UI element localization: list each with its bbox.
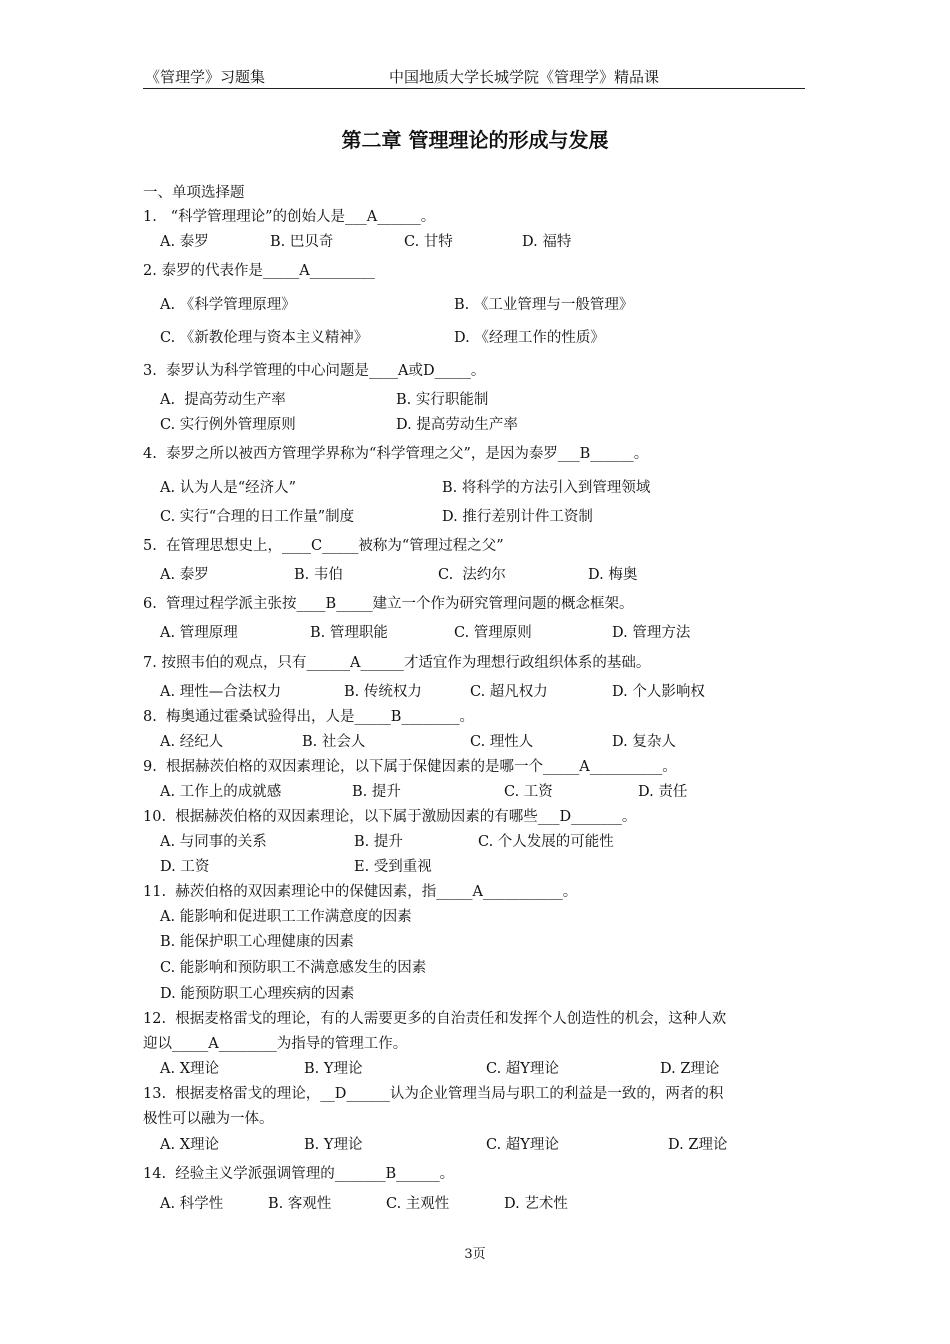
q10-option-e: E. 受到重视 bbox=[354, 859, 432, 875]
q6-option-a: A. 管理原理 bbox=[160, 625, 238, 641]
q2-text: 2. 泰罗的代表作是 bbox=[143, 263, 263, 279]
q3-option-b: B. 实行职能制 bbox=[396, 392, 489, 408]
question-3: 3. 泰罗认为科学管理的中心问题是____A或D_____。 bbox=[143, 363, 486, 379]
question-11: 11. 赫茨伯格的双因素理论中的保健因素，指_____A___________。 bbox=[143, 884, 578, 900]
question-12-cont: 迎以_____A________为指导的管理工作。 bbox=[143, 1036, 408, 1052]
q6-option-d: D. 管理方法 bbox=[612, 625, 691, 641]
q10-option-b: B. 提升 bbox=[354, 834, 403, 850]
q10-option-d: D. 工资 bbox=[160, 859, 210, 875]
chapter-title: 第二章 管理理论的形成与发展 bbox=[341, 128, 609, 152]
q5-option-b: B. 韦伯 bbox=[294, 567, 343, 583]
q9-option-c: C. 工资 bbox=[504, 784, 553, 800]
question-4: 4. 泰罗之所以被西方管理学界称为“科学管理之父”，是因为泰罗___B______。 bbox=[143, 446, 649, 462]
q8-option-a: A. 经纪人 bbox=[160, 734, 224, 750]
question-12: 12. 根据麦格雷戈的理论，有的人需要更多的自治责任和发挥个人创造性的机会，这种人欢 bbox=[143, 1011, 727, 1027]
q14-option-b: B. 客观性 bbox=[268, 1196, 332, 1212]
q13-option-a: A. X理论 bbox=[160, 1137, 220, 1153]
q3-option-a: A. 提高劳动生产率 bbox=[160, 392, 286, 408]
question-1: 1. “科学管理理论”的创始人是___A______。 bbox=[143, 209, 436, 225]
q13-option-c: C. 超Y理论 bbox=[486, 1137, 559, 1153]
q5-option-a: A. 泰罗 bbox=[160, 567, 209, 583]
q13-option-d: D. Z理论 bbox=[668, 1137, 728, 1153]
question-7 bbox=[143, 654, 650, 672]
page-header bbox=[143, 66, 805, 89]
q12-option-b: B. Y理论 bbox=[304, 1061, 363, 1077]
question-10: 10. 根据赫茨伯格的双因素理论，以下属于激励因素的有哪些___D_______。 bbox=[143, 809, 637, 825]
header-right: 中国地质大学长城学院《管理学》精品课 bbox=[389, 68, 660, 86]
q11-option-c: C. 能影响和预防职工不满意感发生的因素 bbox=[160, 960, 427, 976]
question-2 bbox=[143, 262, 375, 280]
q1-option-a: A. 泰罗 bbox=[160, 234, 209, 250]
header-left: 《管理学》习题集 bbox=[145, 68, 266, 86]
q2-answer: _____A_________ bbox=[262, 263, 375, 279]
question-13: 13. 根据麦格雷戈的理论，__D______认为企业管理当局与职工的利益是一致的，两者的积 bbox=[143, 1086, 724, 1102]
q1-option-b: B. 巴贝奇 bbox=[270, 234, 334, 250]
q3-option-d: D. 提高劳动生产率 bbox=[396, 417, 518, 433]
q8-option-d: D. 复杂人 bbox=[612, 734, 676, 750]
q2-option-b: B. 《工业管理与一般管理》 bbox=[454, 297, 634, 313]
q14-option-a: A. 科学性 bbox=[160, 1196, 224, 1212]
q7-answer: ______A______ bbox=[306, 655, 404, 671]
q11-option-d: D. 能预防职工心理疾病的因素 bbox=[160, 986, 355, 1002]
q7-suffix: 才适宜作为理想行政组织体系的基础。 bbox=[403, 655, 651, 671]
q4-option-c: C. 实行“合理的日工作量”制度 bbox=[160, 509, 355, 525]
q1-option-c: C. 甘特 bbox=[404, 234, 453, 250]
q2-option-c: C. 《新教伦理与资本主义精神》 bbox=[160, 330, 369, 346]
question-5: 5. 在管理思想史上，____C_____被称为“管理过程之父” bbox=[143, 538, 504, 554]
q9-option-a: A. 工作上的成就感 bbox=[160, 784, 282, 800]
question-14: 14. 经验主义学派强调管理的_______B______。 bbox=[143, 1166, 455, 1182]
q8-option-c: C. 理性人 bbox=[470, 734, 534, 750]
section-heading: 一、单项选择题 bbox=[143, 185, 245, 201]
q13-option-b: B. Y理论 bbox=[304, 1137, 363, 1153]
q12-option-a: A. X理论 bbox=[160, 1061, 220, 1077]
q12-option-d: D. Z理论 bbox=[660, 1061, 720, 1077]
question-8: 8. 梅奥通过霍桑试验得出，人是_____B________。 bbox=[143, 709, 474, 725]
q1-option-d: D. 福特 bbox=[522, 234, 572, 250]
question-6: 6. 管理过程学派主张按____B_____建立一个作为研究管理问题的概念框架。 bbox=[143, 596, 634, 612]
q5-option-c: C. 法约尔 bbox=[438, 567, 506, 583]
q3-option-c: C. 实行例外管理原则 bbox=[160, 417, 296, 433]
q8-option-b: B. 社会人 bbox=[302, 734, 366, 750]
q11-option-a: A. 能影响和促进职工工作满意度的因素 bbox=[160, 909, 412, 925]
question-9: 9. 根据赫茨伯格的双因素理论，以下属于保健因素的是哪一个_____A__________。 bbox=[143, 759, 677, 775]
q7-option-b: B. 传统权力 bbox=[344, 684, 422, 700]
q6-option-c: C. 管理原则 bbox=[454, 625, 532, 641]
q14-option-c: C. 主观性 bbox=[386, 1196, 450, 1212]
q9-option-d: D. 责任 bbox=[638, 784, 688, 800]
q2-option-d: D. 《经理工作的性质》 bbox=[454, 330, 605, 346]
page-number: 3页 bbox=[464, 1247, 486, 1262]
q6-option-b: B. 管理职能 bbox=[310, 625, 388, 641]
q14-option-d: D. 艺术性 bbox=[504, 1196, 568, 1212]
q4-option-b: B. 将科学的方法引入到管理领域 bbox=[442, 480, 651, 496]
q7-option-a: A. 理性—合法权力 bbox=[160, 684, 282, 700]
q10-option-c: C. 个人发展的可能性 bbox=[478, 834, 614, 850]
q11-option-b: B. 能保护职工心理健康的因素 bbox=[160, 934, 354, 950]
q7-option-d: D. 个人影响权 bbox=[612, 684, 705, 700]
q7-option-c: C. 超凡权力 bbox=[470, 684, 548, 700]
q4-option-d: D. 推行差别计件工资制 bbox=[442, 509, 593, 525]
q2-option-a: A. 《科学管理原理》 bbox=[160, 297, 296, 313]
q10-option-a: A. 与同事的关系 bbox=[160, 834, 267, 850]
q4-option-a: A. 认为人是“经济人” bbox=[160, 480, 297, 496]
q5-option-d: D. 梅奥 bbox=[588, 567, 638, 583]
q9-option-b: B. 提升 bbox=[352, 784, 401, 800]
question-13-cont: 极性可以融为一体。 bbox=[143, 1111, 274, 1127]
q7-text: 7. 按照韦伯的观点，只有 bbox=[143, 655, 307, 671]
q12-option-c: C. 超Y理论 bbox=[486, 1061, 559, 1077]
